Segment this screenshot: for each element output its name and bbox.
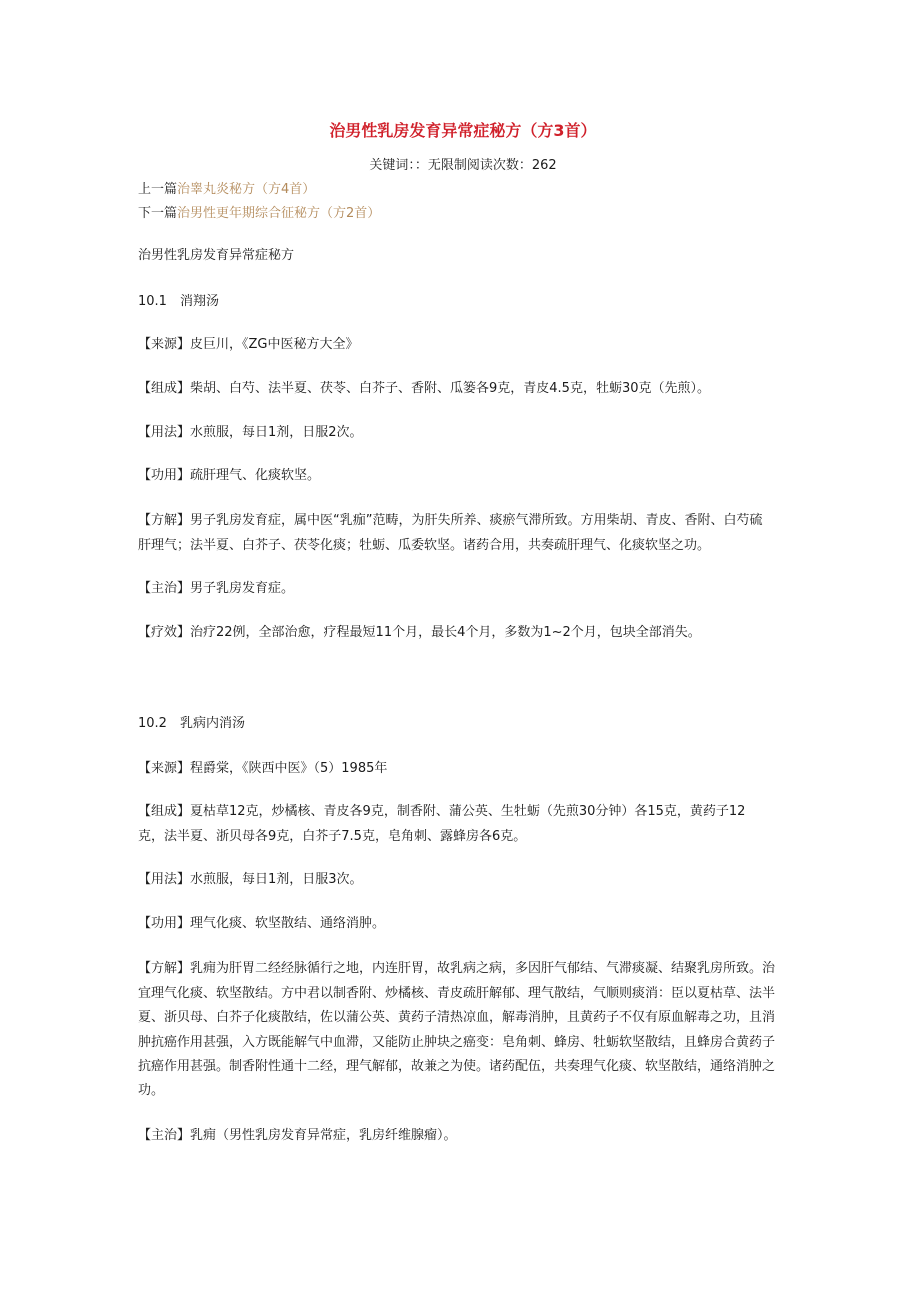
next-article-link[interactable]: 治男性更年期综合征秘方（方2首） [177, 206, 381, 221]
meta-line [138, 154, 788, 173]
function-line: 【功用】理气化痰、软坚散结、通络消肿。 [138, 916, 386, 931]
explanation-line: 肿抗癌作用甚强，入方既能解气中血滞，又能防止肿块之癌变：皂角刺、蜂房、牡蛎软坚散结，且蜂房合黄药子 [138, 1035, 776, 1050]
page-title: 治男性乳房发育异常症秘方（方3首） [329, 121, 597, 140]
keywords-label: 关键词：：无限制阅读次数： [369, 158, 532, 173]
section-heading: 10.1 消翔汤 [138, 294, 219, 309]
composition-line: 【组成】夏枯草12克，炒橘核、青皮各9克，制香附、蒲公英、生牡蛎（先煎30分钟）各15克，黄药子12 [138, 804, 746, 819]
intro-text: 治男性乳房发育异常症秘方 [138, 248, 295, 263]
explanation-line: 夏、浙贝母、白芥子化痰散结，佐以蒲公英、黄药子清热凉血，解毒消肿，且黄药子不仅有原血解毒之功，且消 [138, 1010, 776, 1025]
prev-label: 上一篇 [138, 182, 178, 197]
explanation-line: 宜理气化痰、软坚散结。方中君以制香附、炒橘核、青皮疏肝解郁、理气散结，气顺则痰消：臣以夏枯草、法半 [138, 986, 776, 1001]
next-article [138, 202, 380, 221]
explanation-line: 肝理气；法半夏、白芥子、茯苓化痰；牡蛎、瓜委软坚。诸药合用，共奏疏肝理气、化痰软坚之功。 [138, 538, 711, 553]
explanation-line: 【方解】男子乳房发育症，属中医“乳痂”范畴，为肝失所养、痰瘀气滞所致。方用柴胡、青皮、香附、白芍硫 [138, 513, 763, 528]
explanation-line: 抗癌作用甚强。制香附性通十二经，理气解郁，故兼之为使。诸药配伍，共奏理气化痰、软坚散结，通络消肿之 [138, 1059, 776, 1074]
indication-line: 【主治】乳痈（男性乳房发育异常症，乳房纤维腺瘤）。 [138, 1128, 457, 1143]
source-line: 【来源】程爵棠，《陕西中医》（5）1985年 [138, 761, 388, 776]
source-line: 【来源】皮巨川，《ZG中医秘方大全》 [138, 337, 359, 352]
section-heading: 10.2 乳病内消汤 [138, 716, 245, 731]
indication-line: 【主治】男子乳房发育症。 [138, 581, 295, 596]
prev-article [138, 178, 315, 197]
efficacy-line: 【疗效】治疗22例，全部治愈，疗程最短11个月，最长4个月，多数为1~2个月，包块全部消失。 [138, 625, 701, 640]
composition-line: 【组成】柴胡、白芍、法半夏、茯苓、白芥子、香附、瓜篓各9克，青皮4.5克，牡蛎30克（先煎）。 [138, 381, 710, 396]
explanation-line: 【方解】乳痈为肝胃二经经脉循行之地，内连肝胃，故乳病之病，多因肝气郁结、气滞痰凝、结聚乳房所致。治 [138, 961, 776, 976]
composition-line: 克，法半夏、浙贝母各9克，白芥子7.5克，皂角刺、露蜂房各6克。 [138, 829, 527, 844]
next-label: 下一篇 [138, 206, 178, 221]
function-line: 【功用】疏肝理气、化痰软坚。 [138, 468, 321, 483]
usage-line: 【用法】水煎服，每日1剂，日服2次。 [138, 425, 363, 440]
read-count: 262 [531, 158, 557, 173]
explanation-line: 功。 [138, 1083, 165, 1098]
prev-article-link[interactable]: 治睾丸炎秘方（方4首） [177, 182, 316, 197]
usage-line: 【用法】水煎服，每日1剂，日服3次。 [138, 872, 363, 887]
